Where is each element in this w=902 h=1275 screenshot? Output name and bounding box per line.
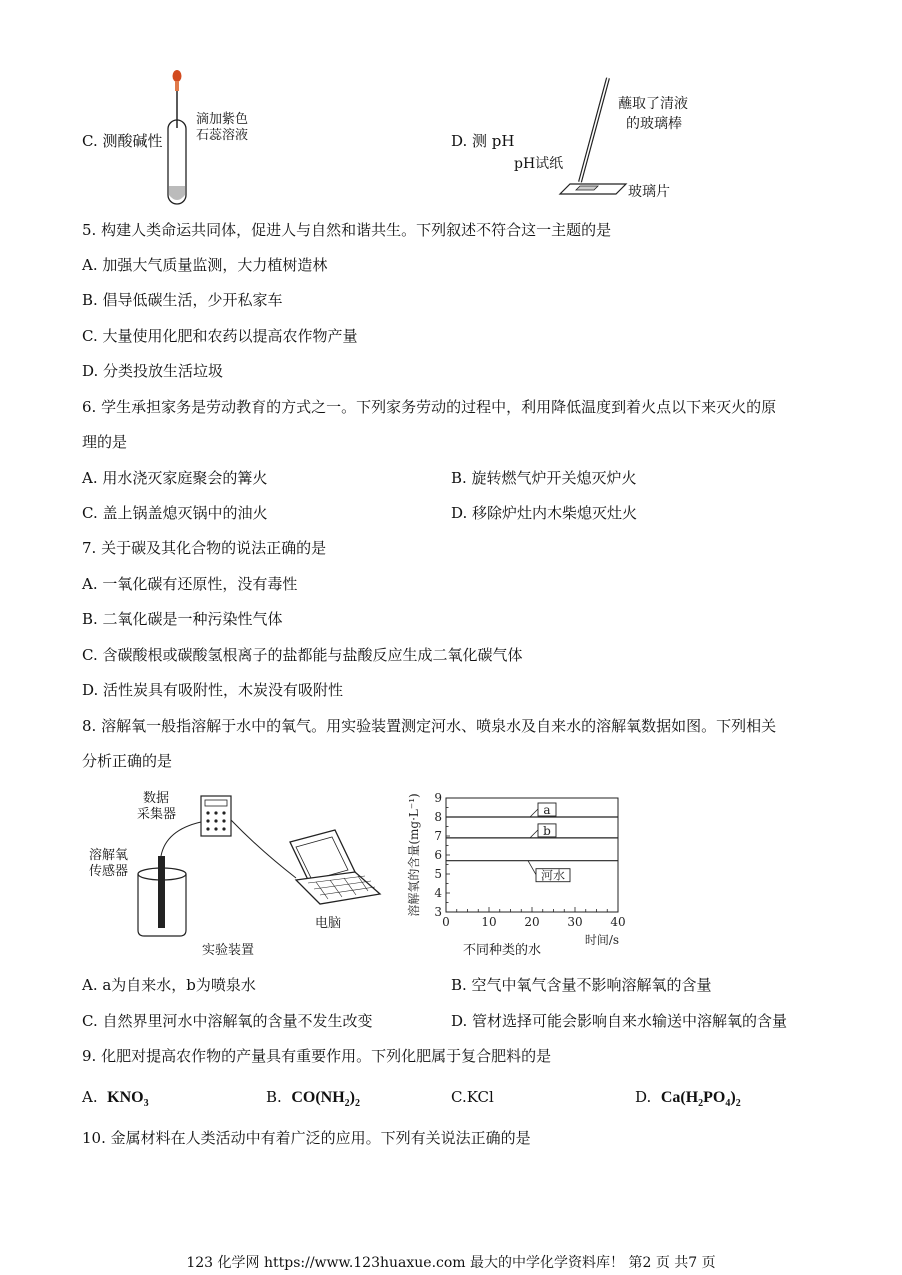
q9-option-d: D. $Ca(H_2PO_4)_2$ [635, 1088, 741, 1110]
caption-glass-slide: 玻璃片 [628, 184, 670, 200]
caption-ph-paper: pH试纸 [514, 156, 564, 172]
x-tick-label: 20 [524, 915, 540, 929]
q9-option-c: C.KCl [451, 1088, 494, 1106]
y-tick-label: 6 [434, 848, 442, 862]
series-label-河水: 河水 [540, 868, 566, 883]
q5-option-d: D. 分类投放生活垃圾 [82, 362, 224, 380]
y-tick-label: 3 [434, 905, 442, 919]
q6-stem-line1: 6. 学生承担家务是劳动教育的方式之一。下列家务劳动的过程中，利用降低温度到着火点以下来灭火的原 [82, 398, 777, 416]
x-axis-label: 时间/s [584, 933, 620, 947]
y-tick-label: 9 [434, 791, 442, 805]
y-tick-label: 4 [434, 886, 442, 900]
q7-option-a: A. 一氧化碳有还原性，没有毒性 [82, 575, 298, 593]
q6-option-c: C. 盖上锅盖熄灭锅中的油火 [82, 504, 268, 522]
series-label-a: a [543, 803, 551, 817]
dissolved-oxygen-chart [400, 782, 640, 962]
caption-rod-1: 蘸取了清液 [618, 96, 688, 112]
series-leader-a [530, 809, 538, 817]
series-leader-b [530, 830, 538, 838]
q4-option-d: D. 测 pH [451, 132, 515, 150]
q7-option-d: D. 活性炭具有吸附性，木炭没有吸附性 [82, 681, 344, 699]
ph-test-figure [546, 74, 636, 204]
q5-option-c: C. 大量使用化肥和农药以提高农作物产量 [82, 327, 358, 345]
q5-stem: 5. 构建人类命运共同体，促进人与自然和谐共生。下列叙述不符合这一主题的是 [82, 221, 612, 239]
label-collector-1: 数据 [143, 791, 170, 806]
y-tick-label: 8 [434, 810, 442, 824]
liquid-shape [169, 186, 185, 200]
q8-option-b: B. 空气中氧气含量不影响溶解氧的含量 [451, 976, 712, 994]
x-tick-label: 10 [481, 915, 497, 929]
q6-option-a: A. 用水浇灭家庭聚会的篝火 [82, 469, 268, 487]
q9-stem: 9. 化肥对提高农作物的产量具有重要作用。下列化肥属于复合肥料的是 [82, 1047, 552, 1065]
ph-paper-shape [576, 186, 598, 190]
q9-option-a: A. $KNO_3$ [82, 1088, 149, 1110]
chart-caption: 不同种类的水 [463, 943, 542, 958]
dropper-neck-shape [175, 81, 179, 91]
q8-option-c: C. 自然界里河水中溶解氧的含量不发生改变 [82, 1012, 373, 1030]
page-footer: 123 化学网 https://www.123huaxue.com 最大的中学化学资料库！ 第2 页 共7 页 [186, 1255, 716, 1271]
q8-stem-line1: 8. 溶解氧一般指溶解于水中的氧气。用实验装置测定河水、喷泉水及自来水的溶解氧数据如图。下列相关 [82, 717, 777, 735]
q5-option-b: B. 倡导低碳生活，少开私家车 [82, 291, 283, 309]
x-tick-label: 30 [567, 915, 583, 929]
q9-option-b: B. $CO(NH_2)_2$ [266, 1088, 360, 1110]
sensor-cable-shape [161, 822, 201, 856]
q10-stem: 10. 金属材料在人类活动中有着广泛的应用。下列有关说法正确的是 [82, 1129, 531, 1147]
series-label-b: b [543, 823, 551, 838]
y-axis-label: 溶解氧的含量(mg·L⁻¹) [407, 793, 421, 917]
q8-stem-line2: 分析正确的是 [82, 752, 173, 770]
label-sensor-1: 溶解氧 [89, 848, 129, 863]
label-sensor-2: 传感器 [89, 864, 129, 879]
q7-option-b: B. 二氧化碳是一种污染性气体 [82, 610, 283, 628]
y-tick-label: 7 [434, 829, 442, 843]
q7-stem: 7. 关于碳及其化合物的说法正确的是 [82, 539, 327, 557]
label-apparatus-caption: 实验装置 [202, 943, 255, 958]
q4-option-c: C. 测酸碱性 [82, 132, 163, 150]
q6-option-b: B. 旋转燃气炉开关熄灭炉火 [451, 469, 637, 487]
y-tick-label: 5 [434, 867, 442, 881]
x-tick-label: 40 [610, 915, 626, 929]
q6-option-d: D. 移除炉灶内木柴熄灭灶火 [451, 504, 638, 522]
q5-option-a: A. 加强大气质量监测，大力植树造林 [82, 256, 328, 274]
label-collector-2: 采集器 [137, 807, 177, 822]
x-tick-label: 0 [442, 915, 450, 929]
dropper-bulb-shape [173, 70, 182, 82]
label-computer: 电脑 [315, 916, 342, 931]
series-leader-河水 [528, 861, 536, 875]
caption-rod-2: 的玻璃棒 [626, 116, 682, 132]
caption-drop-2: 石蕊溶液 [196, 128, 249, 143]
q6-stem-line2: 理的是 [82, 433, 128, 451]
caption-drop-1: 滴加紫色 [196, 112, 249, 127]
q7-option-c: C. 含碳酸根或碳酸氢根离子的盐都能与盐酸反应生成二氧化碳气体 [82, 646, 523, 664]
q8-option-a: A. a为自来水，b为喷泉水 [82, 976, 256, 994]
sensor-probe-shape [158, 856, 165, 928]
q8-option-d: D. 管材选择可能会影响自来水输送中溶解氧的含量 [451, 1012, 788, 1030]
computer-cable-shape [231, 820, 296, 878]
test-tube-figure [160, 68, 200, 210]
